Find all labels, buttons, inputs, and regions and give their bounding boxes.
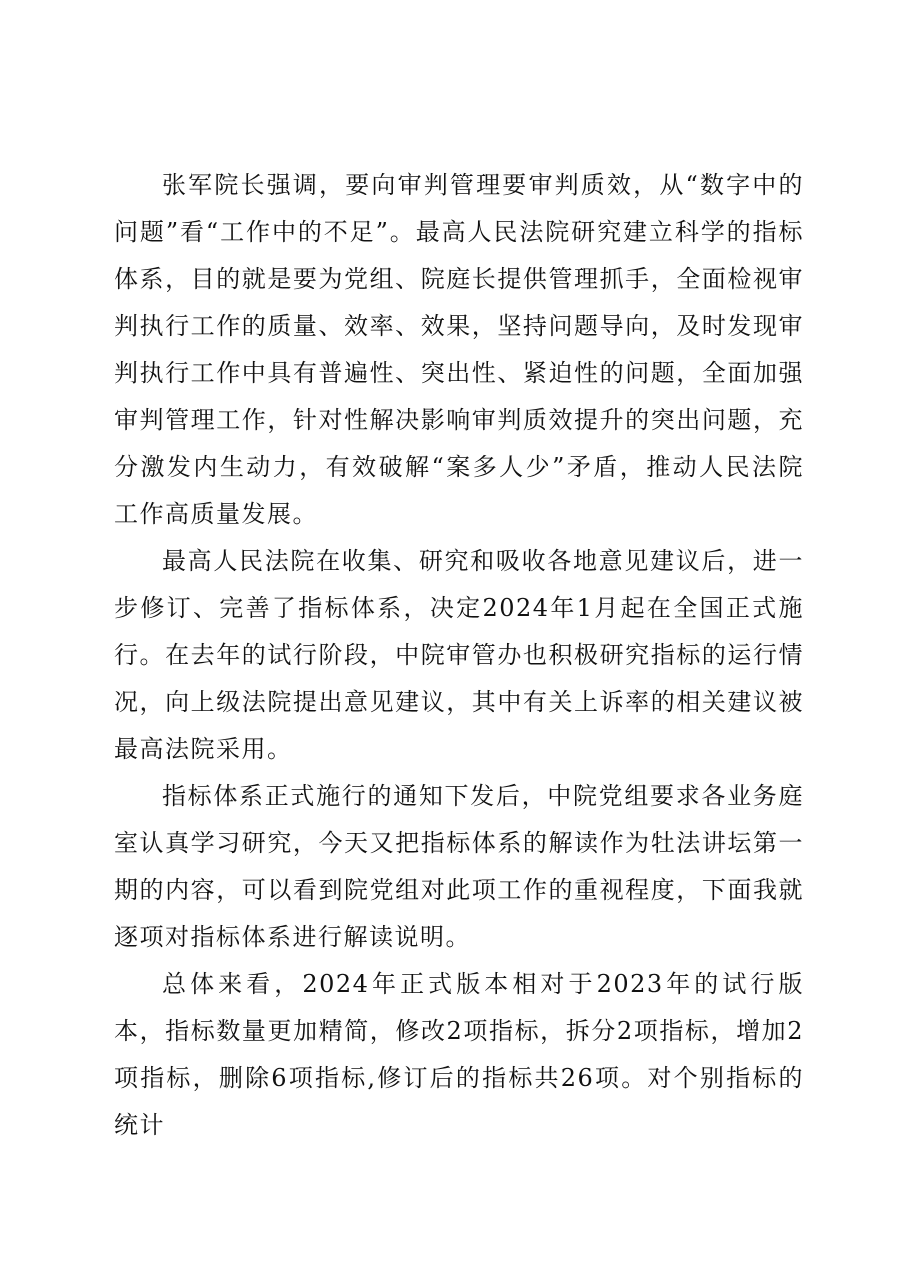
paragraph-3: 指标体系正式施行的通知下发后，中院党组要求各业务庭室认真学习研究，今天又把指标体系的解读作为牡法讲坛第一期的内容，可以看到院党组对此项工作的重视程度，下面我就逐项对指标体系进行解读说明。 [114, 782, 804, 951]
paragraph-2: 最高人民法院在收集、研究和吸收各地意见建议后，进一步修订、完善了指标体系，决定2024年1月起在全国正式施行。在去年的试行阶段，中院审管办也积极研究指标的运行情况，向上级法院提出意见建议，其中有关上诉率的相关建议被最高法院采用。 [114, 547, 804, 763]
paragraph-4: 总体来看，2024年正式版本相对于2023年的试行版本，指标数量更加精简，修改2项指标，拆分2项指标，增加2项指标，删除6项指标,修订后的指标共26项。对个别指标的统计 [114, 970, 804, 1139]
document-body [114, 162, 804, 1149]
paragraph-1: 张军院长强调，要向审判管理要审判质效，从“数字中的问题”看“工作中的不足”。最高人民法院研究建立科学的指标体系，目的就是要为党组、院庭长提供管理抓手，全面检视审判执行工作的质量、效率、效果，坚持问题导向，及时发现审判执行工作中具有普遍性、突出性、紧迫性的问题，全面加强审判管理工作，针对性解决影响审判质效提升的突出问题，充分激发内生动力，有效破解“案多人少”矛盾，推动人民法院工作高质量发展。 [114, 171, 804, 528]
